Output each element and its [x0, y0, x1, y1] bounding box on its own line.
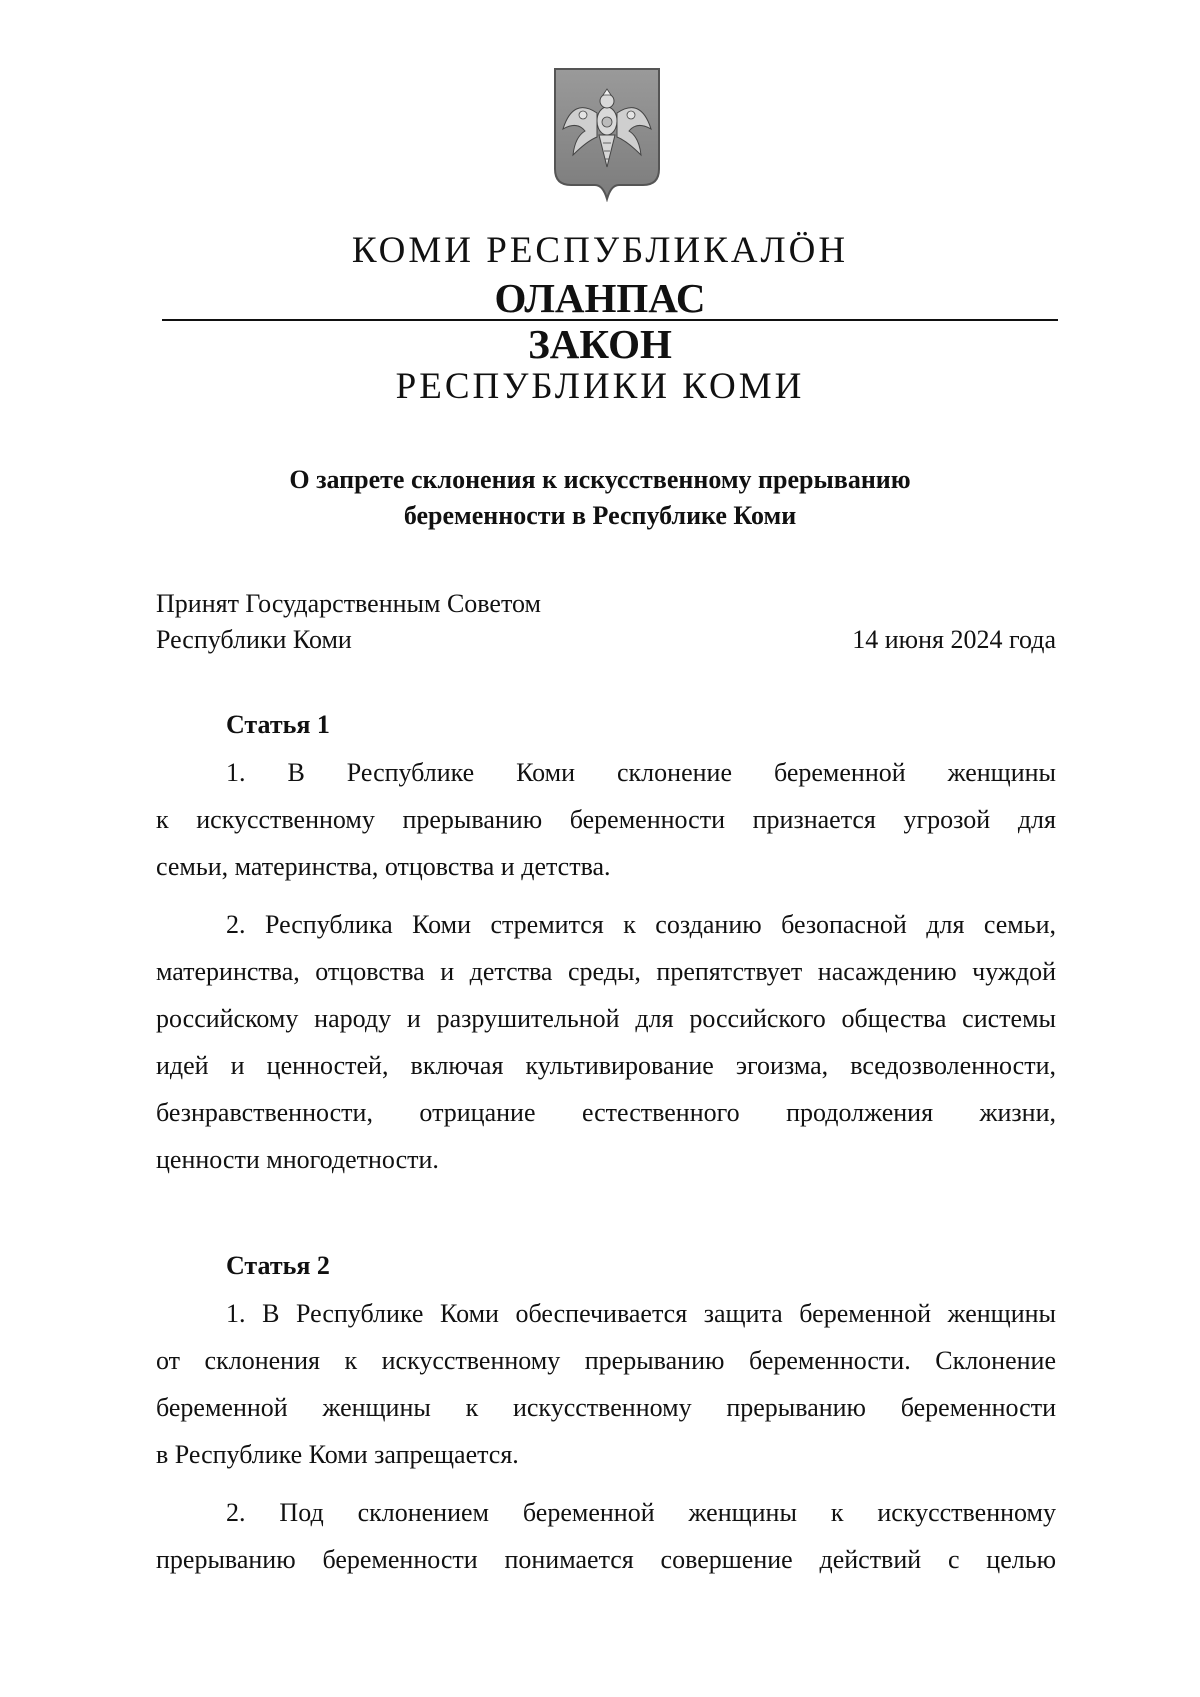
header-komi-name: КОМИ РЕСПУБЛИКАЛÖН: [351, 230, 849, 271]
paragraph-line: от склонения к искусственному прерыванию беременности. Склонение: [156, 1346, 1056, 1375]
paragraph-line: российскому народу и разрушительной для российского общества системы: [156, 1004, 1056, 1033]
header-ru-type: ЗАКОН: [528, 321, 672, 367]
paragraph-line: беременной женщины к искусственному прерыванию беременности: [156, 1393, 1056, 1422]
adoption-line: Республики Коми: [156, 625, 352, 654]
article-heading: Статья 1: [226, 710, 330, 739]
paragraph-line: 1. В Республике Коми обеспечивается защита беременной женщины: [226, 1299, 1056, 1328]
article-paragraph: [156, 1489, 1056, 1583]
paragraph-line: к искусственному прерыванию беременности признается угрозой для: [156, 805, 1056, 834]
paragraph-line: в Республике Коми запрещается.: [156, 1440, 519, 1469]
paragraph-line: прерыванию беременности понимается совершение действий с целью: [156, 1545, 1056, 1574]
paragraph-line: материнства, отцовства и детства среды, препятствует насаждению чуждой: [156, 957, 1056, 986]
article-paragraph: [156, 749, 1056, 890]
komi-coat-of-arms-icon: [553, 67, 661, 202]
article-paragraph: [156, 901, 1056, 1183]
adoption-block: [156, 586, 1056, 658]
law-title-line: О запрете склонения к искусственному прерыванию: [289, 465, 911, 494]
paragraph-line: ценности многодетности.: [156, 1145, 439, 1174]
paragraph-line: 1. В Республике Коми склонение беременной женщины: [226, 758, 1056, 787]
paragraph-line: безнравственности, отрицание естественного продолжения жизни,: [156, 1098, 1056, 1127]
paragraph-line: семьи, материнства, отцовства и детства.: [156, 852, 611, 881]
adoption-line: Принят Государственным Советом: [156, 589, 541, 618]
header-komi-type: ОЛАНПАС: [494, 275, 706, 321]
article-paragraph: [156, 1290, 1056, 1478]
law-title: [0, 462, 1200, 534]
paragraph-line: 2. Республика Коми стремится к созданию безопасной для семьи,: [226, 910, 1056, 939]
header-ru-name: РЕСПУБЛИКИ КОМИ: [395, 366, 805, 407]
paragraph-line: 2. Под склонением беременной женщины к искусственному: [226, 1498, 1056, 1527]
article-heading: Статья 2: [226, 1251, 330, 1280]
adoption-date: 14 июня 2024 года: [852, 625, 1056, 654]
law-title-line: беременности в Республике Коми: [403, 501, 797, 530]
paragraph-line: идей и ценностей, включая культивирование эгоизма, вседозволенности,: [156, 1051, 1056, 1080]
